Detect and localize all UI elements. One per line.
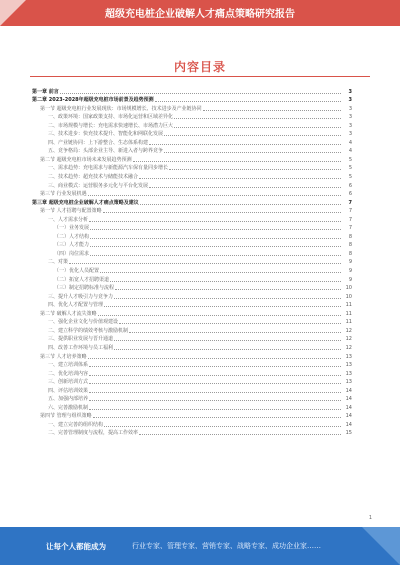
- toc-entry[interactable]: [32, 130, 352, 139]
- toc-entry-page: 13: [345, 370, 352, 377]
- toc-entry[interactable]: [32, 121, 352, 130]
- toc-leader-dots: [98, 315, 341, 316]
- toc-entry-page: 5: [348, 156, 352, 163]
- toc-entry-page: 7: [348, 216, 352, 223]
- toc-entry-page: 4: [348, 139, 352, 146]
- toc-entry-title: （一）优化人员配置: [54, 268, 100, 275]
- toc-leader-dots: [89, 400, 341, 401]
- toc-entry-title: 四、优化人才配置与管理: [48, 302, 104, 309]
- toc-leader-dots: [90, 246, 341, 247]
- toc-entry-title: 一、人才需求分析: [48, 216, 89, 223]
- toc-entry-page: 6: [348, 182, 352, 189]
- toc-entry-title: 三、商业模式：运营服务多元化与平台化发展: [48, 182, 149, 189]
- toc-leader-dots: [149, 144, 341, 145]
- toc-entry[interactable]: [32, 292, 352, 301]
- toc-entry-title: （三）人才能力: [54, 242, 90, 249]
- toc-entry[interactable]: [32, 369, 352, 378]
- toc-entry-page: 7: [348, 208, 352, 215]
- toc-entry-title: 第三章 超级充电桩企业破解人才痛点策略及建议: [32, 199, 139, 206]
- toc-entry-title: 五、加强内部培养: [48, 396, 89, 403]
- toc-divider: [30, 76, 370, 77]
- toc-entry-title: 第二节 破解人才流失策略: [40, 310, 97, 317]
- toc-entry[interactable]: [32, 181, 352, 190]
- toc-leader-dots: [104, 426, 341, 427]
- toc-entry-page: 8: [348, 250, 352, 257]
- toc-entry-title: 一、政策环境：国家政策支持、市场化运营和区域差异化: [48, 114, 174, 121]
- toc-entry[interactable]: [32, 147, 352, 156]
- toc-entry-page: 11: [345, 302, 352, 309]
- toc-entry[interactable]: [32, 190, 352, 199]
- toc-entry-title: （二）人才结构: [54, 233, 90, 240]
- toc-entry-page: 5: [348, 165, 352, 172]
- toc-leader-dots: [103, 212, 341, 213]
- footer-corner-decoration: [362, 527, 400, 565]
- toc-entry[interactable]: [32, 104, 352, 113]
- toc-leader-dots: [164, 152, 341, 153]
- toc-entry-page: 12: [345, 336, 352, 343]
- report-title: 超级充电桩企业破解人才痛点策略研究报告: [105, 9, 295, 20]
- toc-entry-page: 11: [345, 310, 352, 317]
- toc-entry-page: 13: [345, 353, 352, 360]
- toc-entry-page: 13: [345, 379, 352, 386]
- toc-entry-title: 第一章 前言: [32, 88, 59, 95]
- toc-entry[interactable]: [32, 155, 352, 164]
- toc-leader-dots: [69, 263, 341, 264]
- toc-leader-dots: [169, 169, 341, 170]
- toc-leader-dots: [89, 392, 341, 393]
- toc-entry-page: 3: [348, 97, 352, 104]
- toc-entry[interactable]: [32, 309, 352, 318]
- toc-entry[interactable]: [32, 420, 352, 429]
- toc-leader-dots: [60, 93, 341, 94]
- toc-entry[interactable]: [32, 301, 352, 310]
- toc-entry[interactable]: [32, 343, 352, 352]
- toc-entry-title: 四、改善工作环境与员工福利: [48, 344, 114, 351]
- toc-entry-page: 3: [348, 105, 352, 112]
- toc-leader-dots: [89, 383, 341, 384]
- toc-entry[interactable]: [32, 318, 352, 327]
- toc-entry[interactable]: [32, 378, 352, 387]
- toc-entry-page: 14: [345, 387, 352, 394]
- toc-entry-page: 10: [345, 285, 352, 292]
- toc-entry[interactable]: [32, 429, 352, 438]
- toc-entry-page: 7: [348, 199, 352, 206]
- toc-entry[interactable]: [32, 164, 352, 173]
- toc-entry-title: 第二节 超级充电桩市场未来发展趋势预测: [40, 156, 132, 163]
- toc-entry[interactable]: [32, 266, 352, 275]
- toc-entry[interactable]: [32, 207, 352, 216]
- toc-entry[interactable]: [32, 284, 352, 293]
- toc-entry-page: 12: [345, 327, 352, 334]
- toc-entry-title: 第二章 2023-2028年超级充电桩市场前景及趋势预测: [32, 97, 154, 104]
- toc-leader-dots: [164, 135, 341, 136]
- toc-leader-dots: [89, 221, 341, 222]
- toc-entry-title: 第三节 行业发展机遇: [40, 191, 87, 198]
- toc-leader-dots: [115, 289, 341, 290]
- toc-leader-dots: [139, 178, 341, 179]
- toc-entry[interactable]: [32, 361, 352, 370]
- toc-entry-title: （一）业务发展: [54, 225, 90, 232]
- toc-leader-dots: [104, 306, 341, 307]
- toc-entry-page: 9: [348, 276, 352, 283]
- toc-entry-title: 四、产业链协同：上下游整合、生态体系构建: [48, 139, 149, 146]
- toc-leader-dots: [155, 101, 341, 102]
- toc-entry-page: 12: [345, 344, 352, 351]
- toc-entry[interactable]: [32, 232, 352, 241]
- toc-leader-dots: [100, 272, 341, 273]
- toc-leader-dots: [119, 323, 341, 324]
- toc-entry-title: 一、需求趋势：充电需求与新能源汽车保有量同步增长: [48, 165, 169, 172]
- toc-entry[interactable]: [32, 335, 352, 344]
- toc-entry[interactable]: [32, 326, 352, 335]
- toc-leader-dots: [174, 118, 341, 119]
- toc-entry[interactable]: [32, 87, 352, 96]
- toc-leader-dots: [203, 110, 341, 111]
- toc-entry[interactable]: [32, 96, 352, 105]
- toc-leader-dots: [149, 187, 341, 188]
- toc-entry-title: 二、市场规模与增长：充电需求快速增长、市场潜力巨大: [48, 122, 174, 129]
- toc-entry[interactable]: [32, 138, 352, 147]
- toc-entry-title: （三）制定招聘标准与流程: [54, 285, 115, 292]
- toc-entry-page: 3: [348, 122, 352, 129]
- toc-entry[interactable]: [32, 403, 352, 412]
- toc-entry-title: 二、对策: [48, 259, 69, 266]
- toc-entry[interactable]: [32, 241, 352, 250]
- toc-entry-title: 第一节 超级充电桩行业发展现状：市场规模增长、技术进步及产业链协同: [40, 105, 202, 112]
- toc-entry-page: 6: [348, 191, 352, 198]
- toc-entry-page: 14: [345, 396, 352, 403]
- toc-leader-dots: [88, 195, 341, 196]
- toc-entry-title: 二、完善管理制度与流程，提高工作效率: [48, 430, 139, 437]
- toc-entry-page: 9: [348, 268, 352, 275]
- toc-entry[interactable]: [32, 215, 352, 224]
- toc-entry[interactable]: [32, 352, 352, 361]
- toc-entry-page: 3: [348, 131, 352, 138]
- toc-entry-title: 三、技术进步：快充技术提升、智能化和网联化发展: [48, 131, 164, 138]
- toc-leader-dots: [88, 358, 341, 359]
- toc-entry-title: （四）岗位需求: [54, 250, 90, 257]
- toc-entry-title: 第四节 管理与组织策略: [40, 413, 92, 420]
- report-header: [0, 0, 400, 26]
- toc-entry-title: 三、提升人才吸引力与竞争力: [48, 293, 114, 300]
- toc-entry-page: 11: [345, 319, 352, 326]
- footer-tags: 行业专家、管理专家、营销专家、战略专家、成功企业家……: [132, 542, 321, 550]
- toc-entry-page: 13: [345, 362, 352, 369]
- toc-entry-title: 第一节 人才招聘与配置策略: [40, 208, 102, 215]
- toc-entry-page: 10: [345, 293, 352, 300]
- toc-entry-page: 4: [348, 148, 352, 155]
- toc-entry-page: 14: [345, 404, 352, 411]
- toc-entry-title: 二、优化培训内容: [48, 370, 89, 377]
- toc-entry[interactable]: [32, 275, 352, 284]
- toc-leader-dots: [110, 281, 341, 282]
- toc-entry-title: 三、创新培训方式: [48, 379, 89, 386]
- toc-entry-title: 二、建立科学的绩效考核与激励机制: [48, 327, 129, 334]
- toc-leader-dots: [90, 238, 341, 239]
- toc-entry-page: 15: [345, 430, 352, 437]
- footer-banner: [0, 527, 400, 565]
- toc-leader-dots: [93, 417, 341, 418]
- toc-entry[interactable]: [32, 412, 352, 421]
- toc-entry-page: 8: [348, 233, 352, 240]
- toc-leader-dots: [139, 434, 341, 435]
- toc-entry-page: 7: [348, 225, 352, 232]
- toc-entry-title: 二、技术趋势：超充技术与储能技术融合: [48, 174, 139, 181]
- toc-entry-title: （二）拓宽人才招聘渠道: [54, 276, 110, 283]
- toc-leader-dots: [89, 375, 341, 376]
- toc-entry[interactable]: [32, 386, 352, 395]
- toc-leader-dots: [89, 409, 341, 410]
- toc-leader-dots: [114, 340, 341, 341]
- toc-entry-title: 四、评估培训效果: [48, 387, 89, 394]
- toc-entry-page: 3: [348, 114, 352, 121]
- toc-leader-dots: [90, 229, 341, 230]
- toc-entry-title: 一、建立完善的组织结构: [48, 421, 104, 428]
- toc-entry[interactable]: [32, 113, 352, 122]
- toc-entry-title: 五、竞争格局：头部企业主导、新进入者与跨界竞争: [48, 148, 164, 155]
- page-number: 1: [368, 515, 372, 521]
- toc-title: 内容目录: [173, 60, 226, 74]
- toc-entry-title: 第三节 人才培养策略: [40, 353, 87, 360]
- toc-entry-page: 5: [348, 174, 352, 181]
- toc-entry[interactable]: [32, 249, 352, 258]
- toc-entry-page: 14: [345, 413, 352, 420]
- toc-entry-title: 一、强化企业文化与价值观建设: [48, 319, 119, 326]
- toc-leader-dots: [114, 298, 341, 299]
- toc-leader-dots: [114, 349, 341, 350]
- toc-entry[interactable]: [32, 395, 352, 404]
- footer-slogan: 让每个人都能成为: [46, 542, 106, 551]
- table-of-contents: [32, 87, 352, 437]
- toc-leader-dots: [133, 161, 341, 162]
- toc-entry[interactable]: [32, 198, 352, 207]
- toc-leader-dots: [174, 127, 341, 128]
- toc-entry[interactable]: [32, 258, 352, 267]
- toc-entry-page: 9: [348, 259, 352, 266]
- toc-entry-page: 3: [348, 88, 352, 95]
- toc-entry[interactable]: [32, 172, 352, 181]
- toc-leader-dots: [140, 204, 341, 205]
- toc-entry-page: 14: [345, 421, 352, 428]
- toc-entry-page: 8: [348, 242, 352, 249]
- toc-entry-title: 一、建立培训体系: [48, 362, 89, 369]
- toc-entry[interactable]: [32, 224, 352, 233]
- toc-leader-dots: [129, 332, 341, 333]
- toc-leader-dots: [90, 255, 341, 256]
- toc-entry-title: 六、完善激励机制: [48, 404, 89, 411]
- toc-entry-title: 三、提供职业发展与晋升通道: [48, 336, 114, 343]
- toc-leader-dots: [89, 366, 341, 367]
